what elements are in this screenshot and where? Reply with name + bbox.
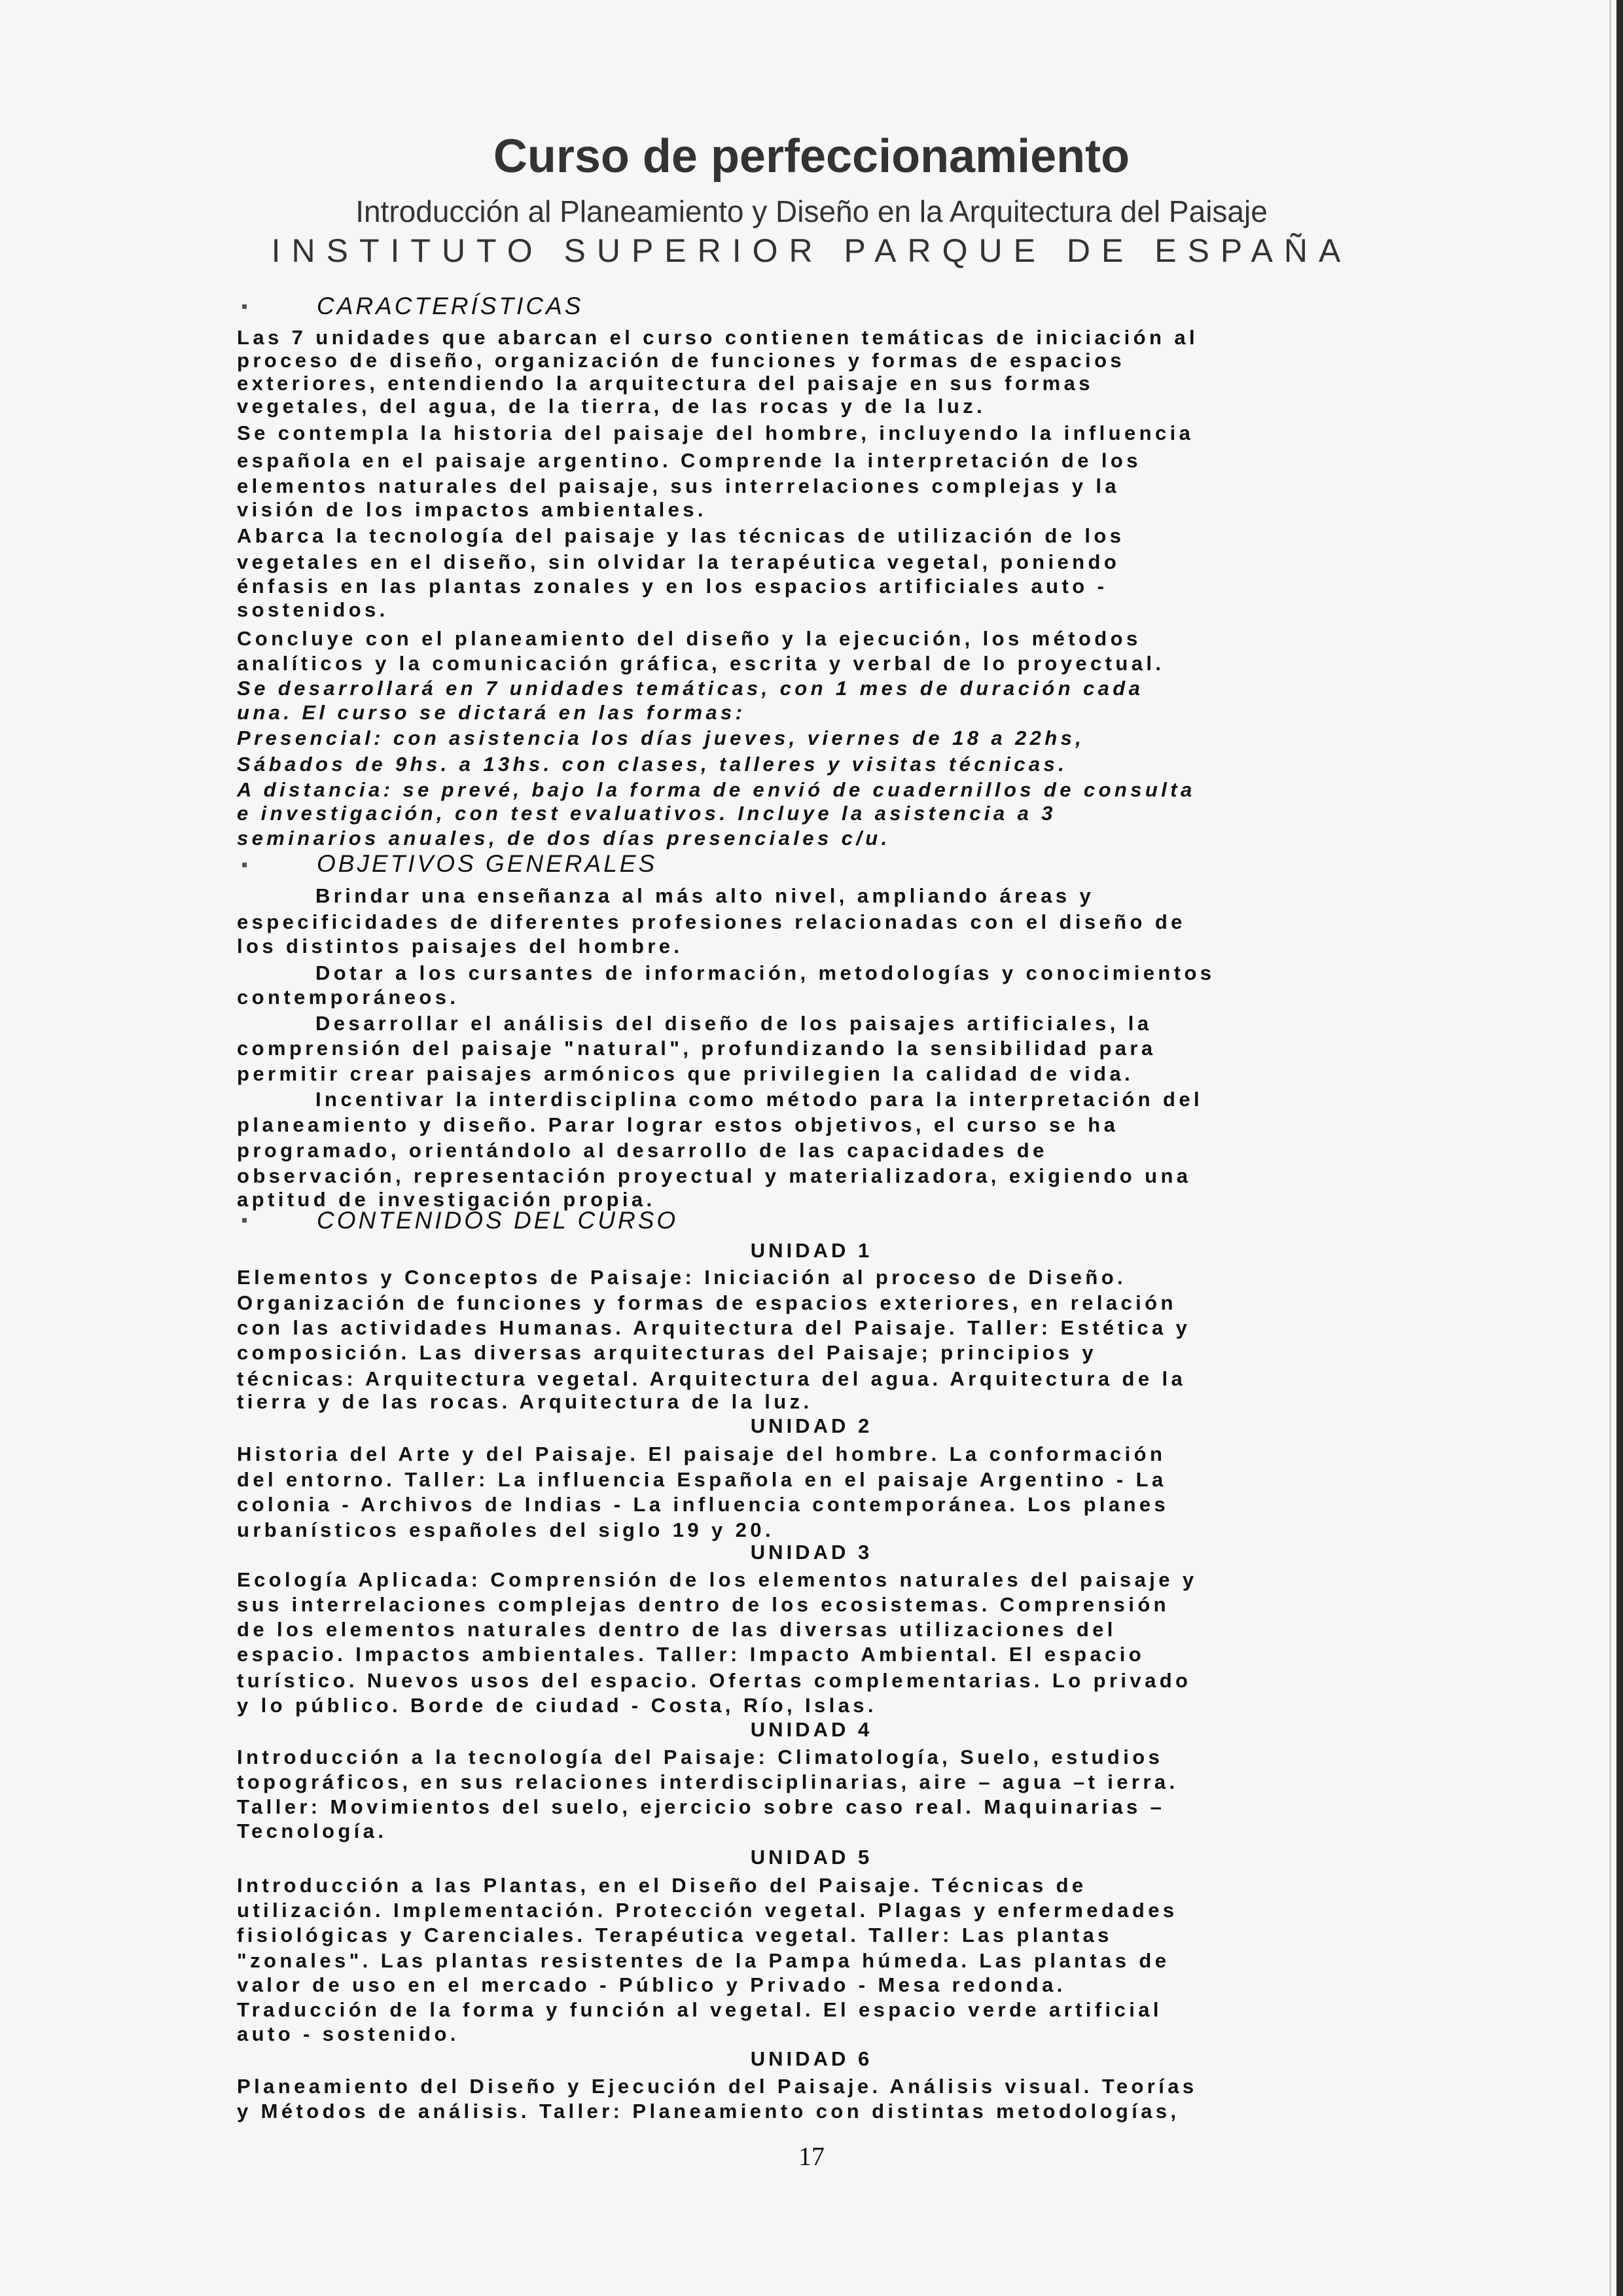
bullet-icon bbox=[242, 1218, 247, 1223]
unit-title: UNIDAD 1 bbox=[750, 1239, 873, 1262]
unit-title: UNIDAD 2 bbox=[750, 1414, 873, 1437]
institute-name: INSTITUTO SUPERIOR PARQUE DE ESPAÑA bbox=[271, 232, 1352, 269]
text-line: valor de uso en el mercado - Público y Privado - Mesa redonda. bbox=[237, 1973, 1066, 1996]
text-line: utilización. Implementación. Protección vegetal. Plagas y enfermedades bbox=[237, 1899, 1178, 1922]
scan-edge-dark bbox=[1616, 0, 1623, 2296]
text-line: analíticos y la comunicación gráfica, escrita y verbal de lo proyectual. bbox=[237, 652, 1165, 675]
text-line: programado, orientándolo al desarrollo de las capacidades de bbox=[237, 1139, 1048, 1162]
text-line: Taller: Movimientos del suelo, ejercicio sobre caso real. Maquinarias – bbox=[237, 1795, 1166, 1818]
text-line: Brindar una enseñanza al más alto nivel, ampliando áreas y bbox=[315, 884, 1095, 907]
text-line: Planeamiento del Diseño y Ejecución del Paisaje. Análisis visual. Teorías bbox=[237, 2075, 1198, 2098]
text-line: proceso de diseño, organización de funciones y formas de espacios bbox=[237, 349, 1126, 372]
text-line: Incentivar la interdisciplina como método para la interpretación del bbox=[315, 1088, 1204, 1111]
text-line: Elementos y Conceptos de Paisaje: Iniciación al proceso de Diseño. bbox=[237, 1266, 1127, 1289]
text-line: con las actividades Humanas. Arquitectura del Paisaje. Taller: Estética y bbox=[237, 1316, 1191, 1339]
text-line: planeamiento y diseño. Parar lograr estos objetivos, el curso se ha bbox=[237, 1113, 1119, 1136]
text-line: comprensión del paisaje "natural", profundizando la sensibilidad para bbox=[237, 1037, 1156, 1060]
bullet-icon bbox=[242, 863, 247, 867]
text-line: Las 7 unidades que abarcan el curso contienen temáticas de iniciación al bbox=[237, 326, 1199, 349]
unit-title: UNIDAD 5 bbox=[750, 1846, 873, 1869]
text-line: Desarrollar el análisis del diseño de los paisajes artificiales, la bbox=[315, 1012, 1152, 1035]
section-heading-caracteristicas: CARACTERÍSTICAS bbox=[317, 293, 584, 319]
text-line: auto - sostenido. bbox=[237, 2022, 459, 2045]
text-line: Traducción de la forma y función al vegetal. El espacio verde artificial bbox=[237, 1998, 1162, 2021]
text-line: contemporáneos. bbox=[237, 986, 459, 1009]
scan-edge-light bbox=[1609, 0, 1611, 2296]
text-line-italic: e investigación, con test evaluativos. Incluye la asistencia a 3 bbox=[237, 802, 1056, 825]
text-line: sostenidos. bbox=[237, 598, 389, 621]
text-line: urbanísticos españoles del siglo 19 y 20. bbox=[237, 1518, 774, 1541]
text-line: colonia - Archivos de Indias - La influencia contemporánea. Los planes bbox=[237, 1493, 1169, 1516]
text-line: énfasis en las plantas zonales y en los espacios artificiales auto - bbox=[237, 575, 1108, 598]
text-line: y lo público. Borde de ciudad - Costa, Río, Islas. bbox=[237, 1694, 877, 1717]
text-line: espacio. Impactos ambientales. Taller: Impacto Ambiental. El espacio bbox=[237, 1643, 1145, 1666]
section-heading-contenidos: CONTENIDOS DEL CURSO bbox=[317, 1207, 679, 1234]
text-line: española en el paisaje argentino. Comprende la interpretación de los bbox=[237, 449, 1141, 472]
text-line: fisiológicas y Carenciales. Terapéutica vegetal. Taller: Las plantas bbox=[237, 1924, 1113, 1946]
page-number: 17 bbox=[798, 2142, 825, 2171]
text-line: Tecnología. bbox=[237, 1820, 387, 1842]
page-title: Curso de perfeccionamiento bbox=[493, 130, 1130, 183]
text-line: topográficos, en sus relaciones interdisciplinarias, aire – agua –t ierra. bbox=[237, 1770, 1179, 1793]
page-subtitle: Introducción al Planeamiento y Diseño en la Arquitectura del Paisaje bbox=[355, 194, 1268, 228]
text-line: Organización de funciones y formas de espacios exteriores, en relación bbox=[237, 1291, 1177, 1314]
text-line: sus interrelaciones complejas dentro de los ecosistemas. Comprensión bbox=[237, 1593, 1169, 1616]
text-line: tierra y de las rocas. Arquitectura de la luz. bbox=[237, 1390, 813, 1413]
text-line: elementos naturales del paisaje, sus interrelaciones complejas y la bbox=[237, 475, 1120, 497]
text-line: exteriores, entendiendo la arquitectura del paisaje en sus formas bbox=[237, 372, 1094, 395]
text-line: de los elementos naturales dentro de las diversas utilizaciones del bbox=[237, 1618, 1116, 1641]
text-line-italic: una. El curso se dictará en las formas: bbox=[237, 701, 746, 724]
text-line: composición. Las diversas arquitecturas del Paisaje; principios y bbox=[237, 1341, 1097, 1364]
text-line-italic: Presencial: con asistencia los días jueves, viernes de 18 a 22hs, bbox=[237, 726, 1085, 749]
text-line-italic: seminarios anuales, de dos días presenciales c/u. bbox=[237, 827, 891, 850]
text-line: Ecología Aplicada: Comprensión de los elementos naturales del paisaje y bbox=[237, 1568, 1198, 1591]
text-line: Se contempla la historia del paisaje del hombre, incluyendo la influencia bbox=[237, 422, 1194, 444]
text-line: Dotar a los cursantes de información, metodologías y conocimientos bbox=[315, 961, 1215, 984]
text-line: observación, representación proyectual y materializadora, exigiendo una bbox=[237, 1164, 1192, 1187]
text-line: técnicas: Arquitectura vegetal. Arquitectura del agua. Arquitectura de la bbox=[237, 1367, 1186, 1390]
text-line: especificidades de diferentes profesiones relacionadas con el diseño de bbox=[237, 910, 1186, 933]
bullet-icon bbox=[242, 304, 247, 309]
text-line: del entorno. Taller: La influencia Española en el paisaje Argentino - La bbox=[237, 1468, 1167, 1491]
text-line-italic: Sábados de 9hs. a 13hs. con clases, talleres y visitas técnicas. bbox=[237, 753, 1068, 776]
text-line: permitir crear paisajes armónicos que privilegien la calidad de vida. bbox=[237, 1062, 1134, 1085]
unit-title: UNIDAD 4 bbox=[750, 1718, 873, 1741]
text-line-italic: Se desarrollará en 7 unidades temáticas, con 1 mes de duración cada bbox=[237, 677, 1144, 700]
text-line: los distintos paisajes del hombre. bbox=[237, 935, 683, 958]
text-line: Historia del Arte y del Paisaje. El paisaje del hombre. La conformación bbox=[237, 1443, 1166, 1465]
text-line: y Métodos de análisis. Taller: Planeamiento con distintas metodologías, bbox=[237, 2100, 1180, 2123]
unit-title: UNIDAD 6 bbox=[750, 2047, 873, 2070]
unit-title: UNIDAD 3 bbox=[750, 1541, 873, 1564]
text-line: vegetales, del agua, de la tierra, de las rocas y de la luz. bbox=[237, 395, 986, 418]
text-line: turístico. Nuevos usos del espacio. Ofertas complementarias. Lo privado bbox=[237, 1669, 1192, 1692]
text-line-italic: A distancia: se prevé, bajo la forma de envió de cuadernillos de consulta bbox=[237, 778, 1196, 801]
text-line: "zonales". Las plantas resistentes de la Pampa húmeda. Las plantas de bbox=[237, 1949, 1170, 1972]
text-line: Concluye con el planeamiento del diseño y la ejecución, los métodos bbox=[237, 627, 1141, 650]
text-line: Introducción a la tecnología del Paisaje: Climatología, Suelo, estudios bbox=[237, 1746, 1164, 1768]
text-line: Abarca la tecnología del paisaje y las técnicas de utilización de los bbox=[237, 524, 1125, 547]
text-line: visión de los impactos ambientales. bbox=[237, 498, 707, 521]
section-heading-objetivos: OBJETIVOS GENERALES bbox=[317, 850, 658, 877]
text-line: Introducción a las Plantas, en el Diseño del Paisaje. Técnicas de bbox=[237, 1874, 1087, 1897]
text-line: aptitud de investigación propia. bbox=[237, 1188, 656, 1211]
text-line: vegetales en el diseño, sin olvidar la terapéutica vegetal, poniendo bbox=[237, 550, 1120, 573]
